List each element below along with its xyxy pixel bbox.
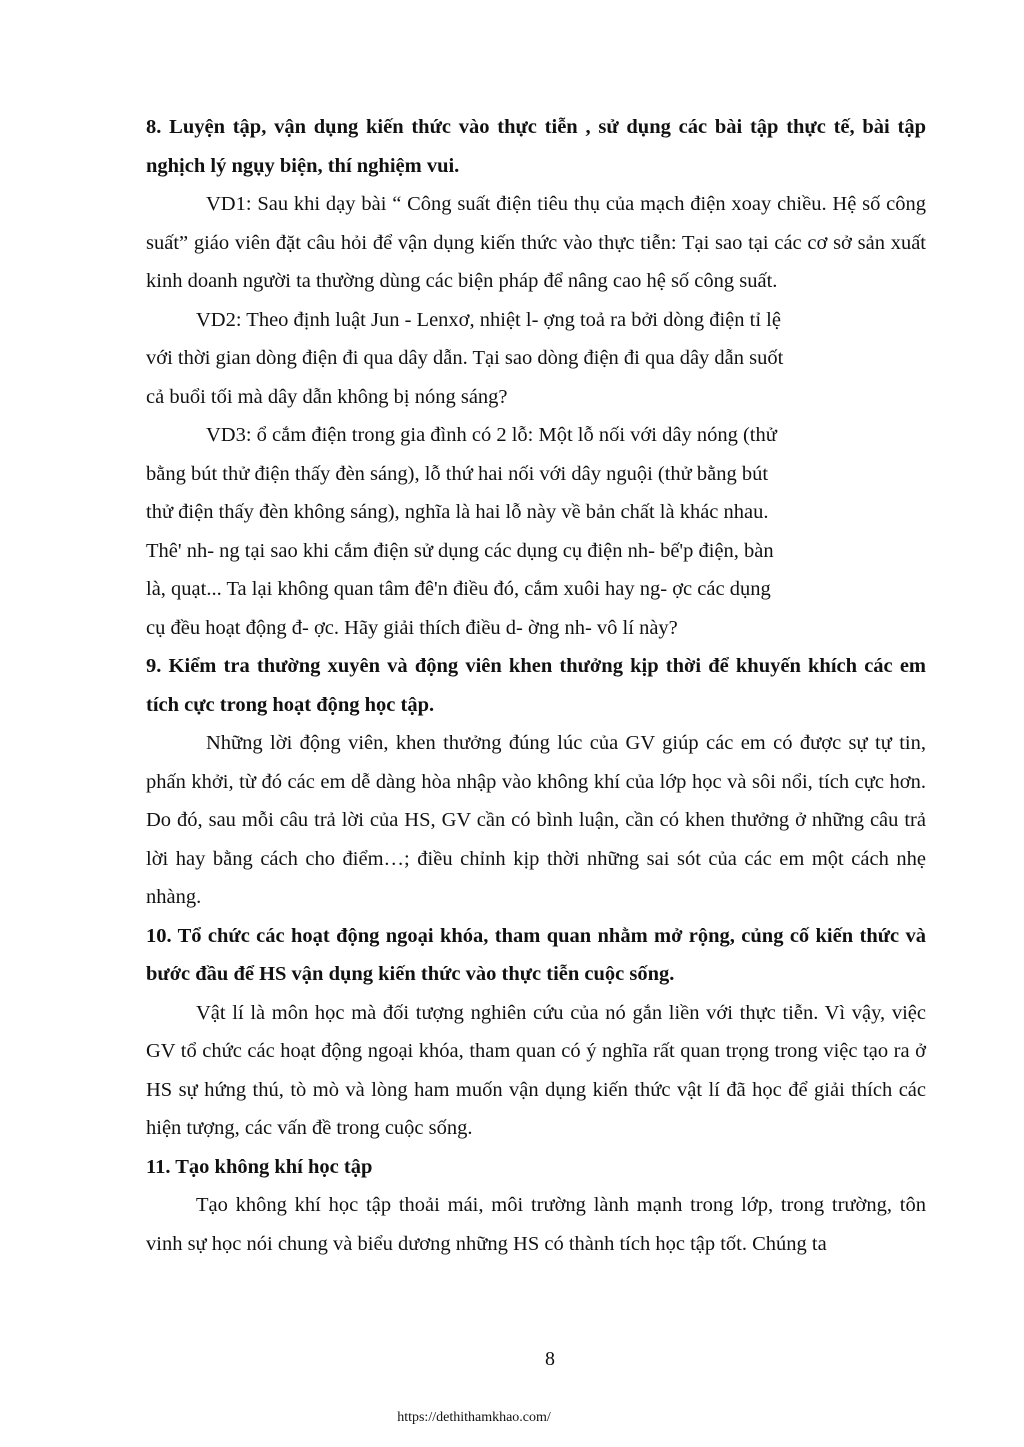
example-3-line: cụ đều hoạt động đ- ợc. Hãy giải thích điều d- ờng nh- vô lí này? (146, 616, 678, 639)
section-8-heading: 8. Luyện tập, vận dụng kiến thức vào thực tiễn , sử dụng các bài tập thực tế, bài tập nghịch lý ngụy biện, thí nghiệm vui. (146, 116, 926, 177)
footer-url: https://dethithamkhao.com/ (397, 1410, 551, 1425)
section-11-heading: 11. Tạo không khí học tập (146, 1155, 373, 1178)
section-8-example-2 (146, 301, 876, 417)
page-number: 8 (545, 1348, 555, 1370)
document-page (146, 108, 926, 1263)
section-10-heading: 10. Tổ chức các hoạt động ngoại khóa, tham quan nhằm mở rộng, củng cố kiến thức và bước đầu để HS vận dụng kiến thức vào thực tiễn cuộc sống. (146, 924, 926, 985)
example-3-line: Thê' nh- ng tại sao khi cắm điện sử dụng các dụng cụ điện nh- bế'p điện, bàn (146, 539, 774, 562)
section-8-example-3 (146, 416, 876, 647)
example-2-line: cả buổi tối mà dây dẫn không bị nóng sáng? (146, 385, 508, 408)
example-3-line: là, quạt... Ta lại không quan tâm đê'n điều đó, cắm xuôi hay ng- ợc các dụng (146, 578, 771, 600)
example-3-line: VD3: ổ cắm điện trong gia đình có 2 lỗ: Một lỗ nối với dây nóng (thử (206, 424, 777, 446)
section-10-body: Vật lí là môn học mà đối tượng nghiên cứu của nó gắn liền với thực tiễn. Vì vậy, việc GV tổ chức các hoạt động ngoại khóa, tham quan có ý nghĩa rất quan trọng trong việc tạo ra ở HS sự hứng thú, tò mò và lòng ham muốn vận dụng kiến thức vật lí đã học để giải thích các hiện tượng, các vấn đề trong cuộc sống. (146, 1001, 926, 1139)
section-11-body: Tạo không khí học tập thoải mái, môi trường lành mạnh trong lớp, trong trường, tôn vinh sự học nói chung và biểu dương những HS có thành tích học tập tốt. Chúng ta (146, 1194, 926, 1255)
example-3-line: bằng bút thử điện thấy đèn sáng), lỗ thứ hai nối với dây nguội (thử bằng bút (146, 462, 769, 485)
section-8-example-1: VD1: Sau khi dạy bài “ Công suất điện tiêu thụ của mạch điện xoay chiều. Hệ số công suất” giáo viên đặt câu hỏi để vận dụng kiến thức vào thực tiễn: Tại sao tại các cơ sở sản xuất kinh doanh người ta thường dùng các biện pháp để nâng cao hệ số công suất. (146, 193, 926, 292)
section-9-heading: 9. Kiểm tra thường xuyên và động viên khen thưởng kịp thời để khuyến khích các em tích cực trong hoạt động học tập. (146, 655, 926, 716)
example-3-line: thử điện thấy đèn không sáng), nghĩa là hai lỗ này về bản chất là khác nhau. (146, 501, 769, 523)
example-2-line: với thời gian dòng điện đi qua dây dẫn. Tại sao dòng điện đi qua dây dẫn suốt (146, 347, 784, 369)
example-2-line: VD2: Theo định luật Jun - Lenxơ, nhiệt l- ợng toả ra bởi dòng điện tỉ lệ (196, 308, 781, 331)
section-9-body: Những lời động viên, khen thưởng đúng lúc của GV giúp các em có được sự tự tin, phấn khởi, từ đó các em dễ dàng hòa nhập vào không khí của lớp học và sôi nổi, tích cực hơn. Do đó, sau mỗi câu trả lời của HS, GV cần có bình luận, cần có khen thưởng ở những câu trả lời hay bằng cách cho điểm…; điều chỉnh kịp thời những sai sót của các em một cách nhẹ nhàng. (146, 732, 926, 908)
